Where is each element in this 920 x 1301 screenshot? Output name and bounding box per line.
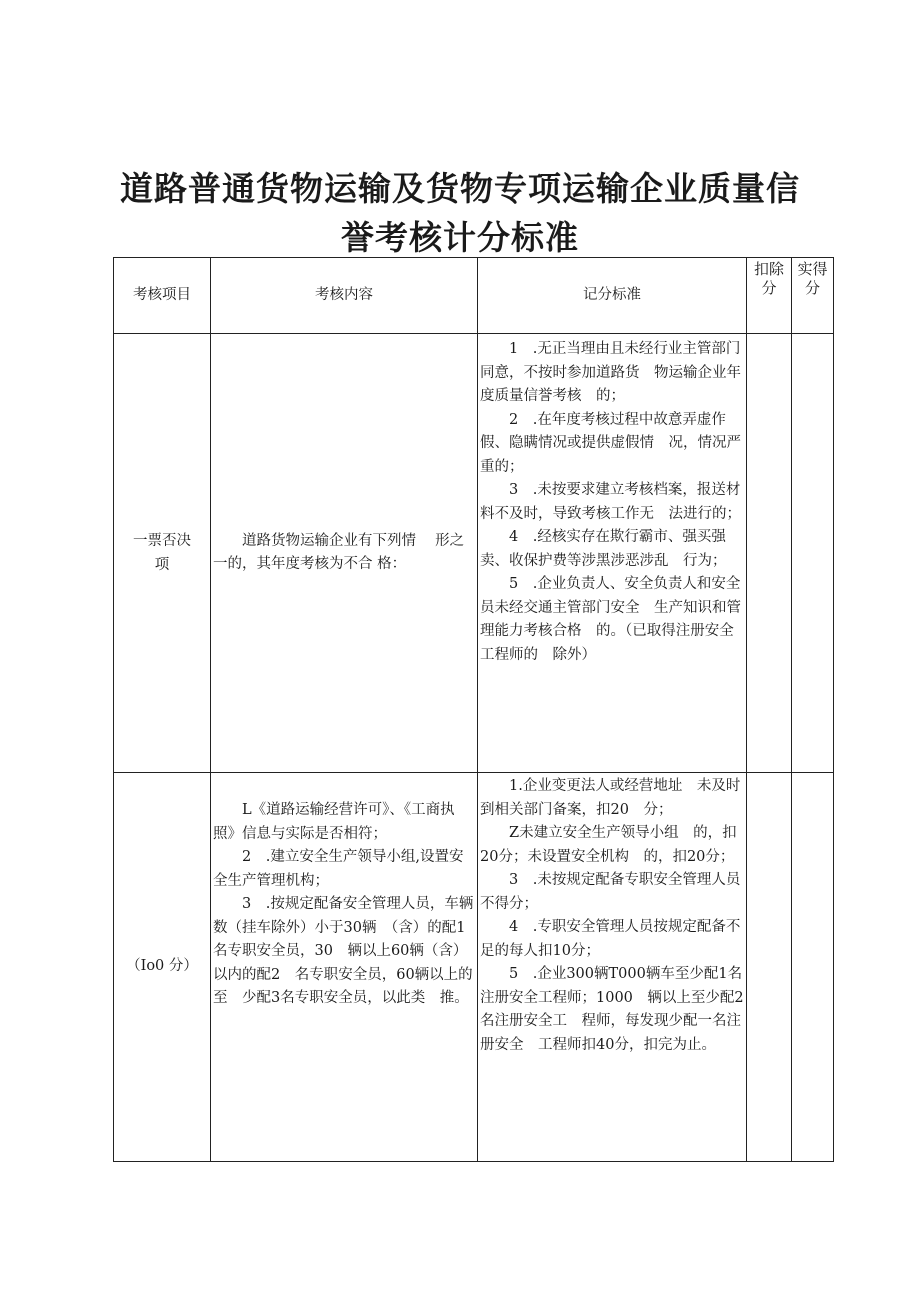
header-item: 考核项目: [114, 258, 211, 334]
standard-item: 1.企业变更法人或经营地址 未及时到相关部门备案，扣20 分；: [480, 778, 741, 818]
table-header-row: [114, 258, 834, 334]
row-category: （Io0 分）: [114, 773, 211, 1162]
standard-item: 3 .未按要求建立考核档案，报送材料不及时，导致考核工作无 法进行的；: [480, 482, 741, 522]
standard-item: 4 .经核实存在欺行霸市、强买强卖、收保护费等涉黑涉恶涉乱 行为；: [480, 529, 727, 569]
row-actual: [792, 334, 834, 773]
document-title-line2: 誉考核计分标准: [341, 218, 579, 257]
standard-item: 4 .专职安全管理人员按规定配备不足的每人扣10分；: [480, 919, 741, 959]
content-item: 2 .建立安全生产领导小组,设置安全生产管理机构；: [213, 849, 464, 889]
standard-item: 1 .无正当理由且未经行业主管部门同意，不按时参加道路货 物运输企业年度质量信誉考核 的；: [480, 341, 741, 404]
row-standards: [478, 334, 747, 773]
header-actual: 实得分: [792, 258, 834, 334]
standard-item: 3 .未按规定配备专职安全管理人员不得分；: [480, 872, 741, 912]
row-deduct: [747, 334, 792, 773]
row-deduct: [747, 773, 792, 1162]
standard-item: 2 .在年度考核过程中故意弄虚作假、隐瞒情况或提供虚假情 况，情况严重的；: [480, 411, 741, 475]
content-item: 3 .按规定配备安全管理人员，车辆数（挂车除外）小于30辆 （含）的配1名专职安全员，30 辆以上60辆（含）以内的配2 名专职安全员，60辆以上的至 少配3名专职安全员，以此类 推。: [213, 896, 474, 1006]
row-content: [211, 773, 478, 1162]
row-actual: [792, 773, 834, 1162]
scoring-table: [113, 257, 834, 1162]
header-standard: 记分标准: [478, 258, 747, 334]
table-row: [114, 334, 834, 773]
standard-item: 5 .企业负责人、安全负责人和安全员未经交通主管部门安全 生产知识和管理能力考核合格 的。（已取得注册安全工程师的 除外）: [480, 576, 741, 663]
document-title-line1: 道路普通货物运输及货物专项运输企业质量信: [120, 169, 800, 208]
table-row: [114, 773, 834, 1162]
row-category: 一票否决项: [114, 334, 211, 773]
row-content: 道路货物运输企业有下列情 形之一的，其年度考核为不合 格：: [211, 334, 478, 773]
content-item: L《道路运输经营许可》、《工商执照》信息与实际是否相符；: [213, 802, 455, 842]
header-deduct: 扣除分: [747, 258, 792, 334]
standard-item: 5 .企业300辆T000辆车至少配1名注册安全工程师；1000 辆以上至少配2名注册安全工 程师，每发现少配一名注册安全 工程师扣40分，扣完为止。: [480, 966, 744, 1053]
standard-item: Z未建立安全生产领导小组 的，扣20分；未设置安全机构 的，扣20分；: [480, 825, 737, 865]
header-content: 考核内容: [211, 258, 478, 334]
row-standards: [478, 773, 747, 1162]
